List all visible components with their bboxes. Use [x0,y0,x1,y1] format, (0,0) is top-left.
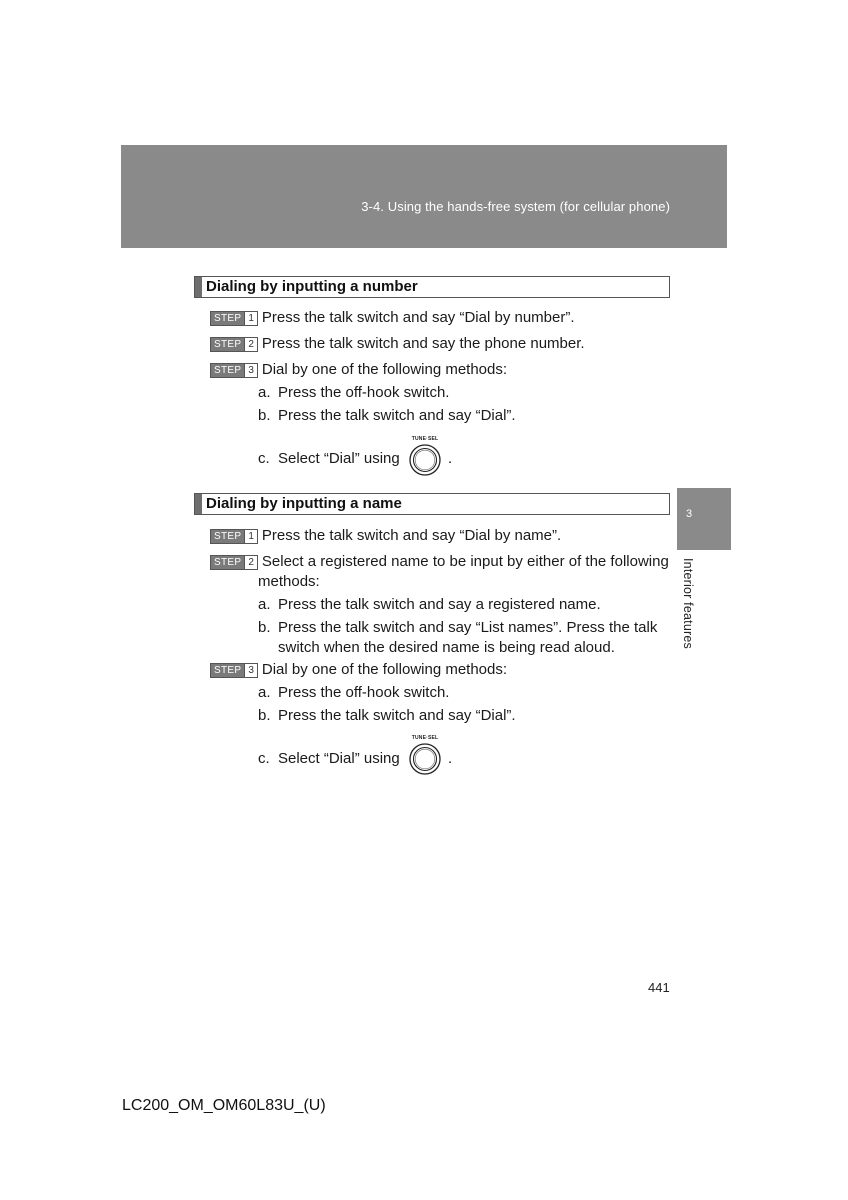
step-text: Press the talk switch and say “Dial by number”. [261,309,575,326]
chapter-number: 3 [686,508,693,520]
method-item: a. Press the off-hook switch. [258,384,450,401]
section-heading-bar [195,494,202,514]
step-badge: STEP 1 [210,311,258,326]
method-end: . [448,750,453,767]
step-badge: STEP 3 [210,663,258,678]
tune-sel-knob-icon: TUNE·SEL [408,735,442,777]
method-item: a. Press the off-hook switch. [258,684,450,701]
step-3 [210,361,507,378]
step-text-continued: methods: [258,573,320,590]
knob-icon [409,444,441,476]
chapter-label: Interior features [681,558,695,649]
method-text-continued: switch when the desired name is being read aloud. [278,639,615,656]
step-1 [210,309,575,326]
section-heading-number [194,276,670,298]
section-heading-bar [195,277,202,297]
step-2 [210,335,585,352]
step-1 [210,527,561,544]
step-text: Select a registered name to be input by either of the following [261,553,669,570]
step-badge: STEP 2 [210,555,258,570]
knob-icon [409,743,441,775]
tune-sel-knob-icon: TUNE·SEL [408,436,442,478]
step-text: Press the talk switch and say the phone number. [261,335,585,352]
method-item: c. Select “Dial” using [258,450,400,467]
method-item: a. Press the talk switch and say a registered name. [258,596,601,613]
step-badge: STEP 2 [210,337,258,352]
step-text: Dial by one of the following methods: [261,361,508,378]
section-title: Dialing by inputting a name [206,495,402,512]
step-text: Dial by one of the following methods: [261,661,508,678]
step-3 [210,661,507,678]
step-badge: STEP 1 [210,529,258,544]
method-item: b. Press the talk switch and say “Dial”. [258,407,516,424]
section-title: Dialing by inputting a number [206,278,418,295]
page-number: 441 [648,980,670,995]
step-text: Press the talk switch and say “Dial by name”. [261,527,562,544]
method-end: . [448,450,453,467]
document-code: LC200_OM_OM60L83U_(U) [122,1097,326,1114]
chapter-tab [677,488,731,550]
chapter-title: 3-4. Using the hands-free system (for cellular phone) [361,199,670,214]
method-item: b. Press the talk switch and say “List names”. Press the talk [258,619,658,636]
chapter-header [121,145,727,248]
step-2 [210,553,669,570]
section-heading-name [194,493,670,515]
method-item: c. Select “Dial” using [258,750,400,767]
method-item: b. Press the talk switch and say “Dial”. [258,707,516,724]
step-badge: STEP 3 [210,363,258,378]
